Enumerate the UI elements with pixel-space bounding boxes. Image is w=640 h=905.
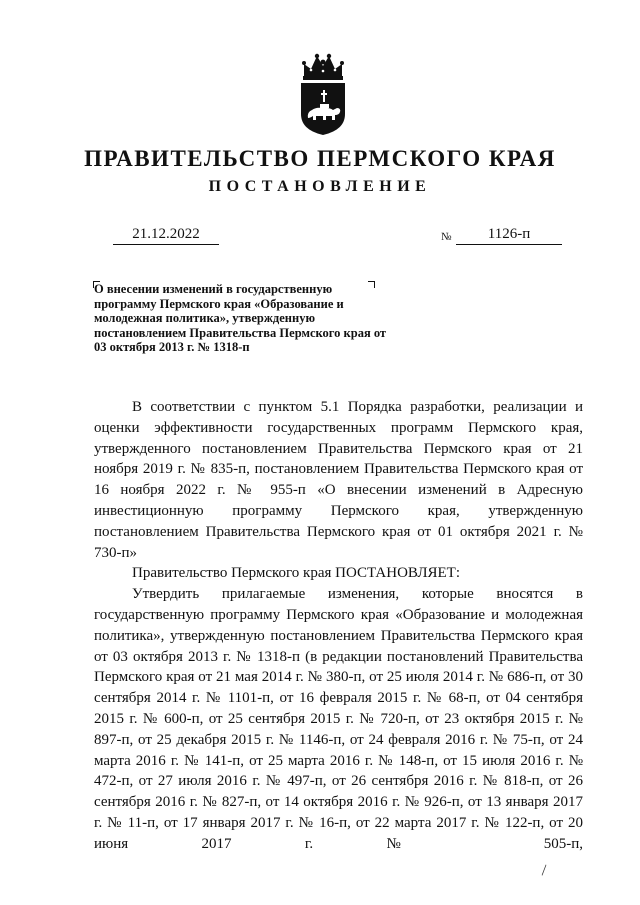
page-turn-mark-icon: \ — [536, 862, 551, 879]
document-body — [94, 397, 583, 855]
document-subject: О внесении изменений в государственную программу Пермского края «Образование и молодежная политика», утвержденную постановлением Правительства Пермского края от 03 октября 2013 г. № 1318-п — [94, 282, 387, 354]
body-paragraph-basis: В соответствии с пунктом 5.1 Порядка разработки, реализации и оценки эффективности государственных программ Пермского края, утвержденного постановлением Правительства Пермского края от 21 ноября 2019 г. № 835-п, постановлением Правительства Пермского края от 16 ноября 2022 г. № 955-п «О внесении изменений в Адресную инвестиционную программу Пермского края, утвержденную постановлением Правительства Пермского края от 01 октября 2021 г. № 730-п» — [94, 399, 583, 561]
number-label: № — [441, 231, 452, 243]
coat-of-arms-icon — [298, 52, 348, 136]
body-paragraph-approve: Утвердить прилагаемые изменения, которые вносятся в государственную программу Пермского края «Образование и молодежная политика», утвержденную постановлением Правительства Пермского края от 03 октября 2013 г. № 1318-п (в редакции постановлений Правительства Пермского края от 21 мая 2014 г. № 380-п, от 25 июля 2014 г. № 686-п, от 30 сентября 2014 г. № 1101-п, от 16 февраля 2015 г. № 68-п, от 04 сентября 2015 г. № 600-п, от 25 сентября 2015 г. № 720-п, от 23 октября 2015 г. № 897-п, от 25 декабря 2015 г. № 1146-п, от 24 февраля 2016 г. № 75-п, от 24 марта 2016 г. № 141-п, от 25 марта 2016 г. № 148-п, от 15 июля 2016 г. № 472-п, от 27 июля 2016 г. № 497-п, от 26 сентября 2016 г. № 818-п, от 26 сентября 2016 г. № 827-п, от 14 октября 2016 г. № 926-п, от 13 января 2017 г. № 11-п, от 17 января 2017 г. № 16-п, от 22 марта 2017 г. № 122-п, от 20 июня 2017 г. № 505-п, — [94, 586, 583, 852]
document-date: 21.12.2022 — [113, 226, 219, 245]
body-paragraph-resolves: Правительство Пермского края ПОСТАНОВЛЯЕТ: — [132, 565, 461, 582]
document-type: ПОСТАНОВЛЕНИЕ — [208, 178, 432, 195]
document-number: 1126-п — [456, 226, 562, 245]
government-title: ПРАВИТЕЛЬСТВО ПЕРМСКОГО КРАЯ — [84, 146, 556, 171]
